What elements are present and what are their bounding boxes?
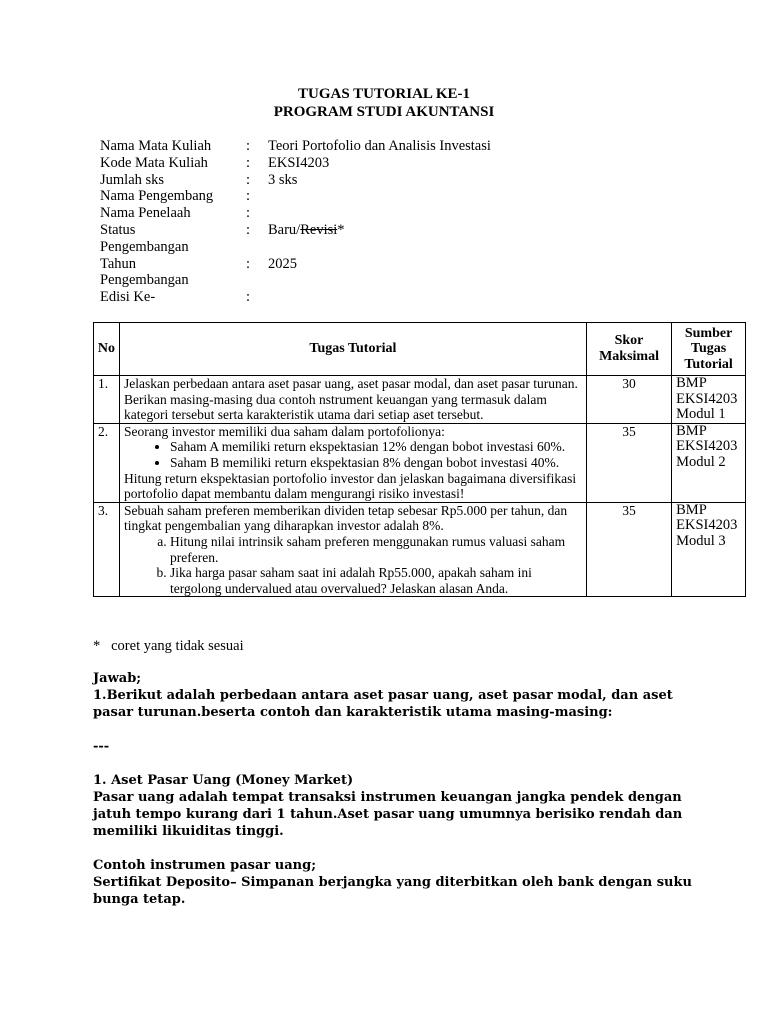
task-number: 2. bbox=[94, 423, 120, 502]
meta-colon: : bbox=[246, 188, 251, 205]
status-asterisk: * bbox=[337, 221, 345, 238]
meta-row-status bbox=[100, 222, 491, 256]
task-source bbox=[672, 502, 746, 597]
header-source: Sumber Tugas Tutorial bbox=[672, 323, 746, 376]
meta-row-course-code bbox=[100, 155, 491, 172]
examples-heading: Contoh instrumen pasar uang; bbox=[93, 858, 316, 873]
source-line: Modul 1 bbox=[676, 406, 726, 423]
meta-row-reviewer bbox=[100, 205, 491, 222]
example-item: Sertifikat Deposito– Simpanan berjangka yang diterbitkan oleh bank dengan suku bunga tetap. bbox=[93, 875, 692, 907]
task-intro: Seorang investor memiliki dua saham dalam portofolionya: bbox=[123, 423, 445, 439]
separator: --- bbox=[93, 739, 110, 754]
task-text bbox=[119, 502, 586, 597]
meta-value: Teori Portofolio dan Analisis Investasi bbox=[268, 138, 491, 154]
meta-value: 3 sks bbox=[268, 171, 298, 188]
meta-label-line: Status bbox=[100, 221, 136, 238]
meta-colon: : bbox=[246, 205, 251, 222]
status-new: Baru/ bbox=[268, 221, 301, 238]
task-text bbox=[119, 423, 586, 502]
meta-label-line: Tahun bbox=[100, 255, 137, 272]
meta-colon: : bbox=[246, 154, 251, 171]
task-text: Jelaskan perbedaan antara aset pasar uang, aset pasar modal, dan aset pasar turunan. Berikan masing-masing dua contoh nstrument keuangan yang termasuk dalam kategori tersebut serta karakteristik utama dari setiap aset tersebut. bbox=[119, 376, 586, 424]
meta-value: EKSI4203 bbox=[268, 154, 330, 171]
list-item: a. Hitung nilai intrinsik saham preferen menggunakan rumus valuasi saham preferen. bbox=[170, 534, 582, 565]
meta-colon: : bbox=[246, 221, 251, 238]
meta-value bbox=[268, 222, 345, 256]
document-title: TUGAS TUTORIAL KE-1 bbox=[298, 86, 470, 102]
task-source bbox=[672, 376, 746, 424]
source-line: BMP bbox=[676, 375, 707, 391]
task-score: 30 bbox=[586, 376, 671, 424]
meta-row-edition bbox=[100, 289, 491, 306]
task-lettered-list bbox=[124, 534, 582, 596]
source-line: Modul 3 bbox=[676, 532, 726, 549]
footnote: * coret yang tidak sesuai bbox=[93, 638, 244, 654]
table-row bbox=[94, 502, 746, 597]
meta-colon: : bbox=[246, 138, 251, 154]
status-revision-struck: Revisi bbox=[300, 221, 338, 238]
meta-label-line: Pengembangan bbox=[100, 272, 189, 289]
table-header-row bbox=[94, 323, 746, 376]
section-title: 1. Aset Pasar Uang (Money Market) bbox=[93, 773, 354, 788]
list-item: • Saham B memiliki return ekspektasian 8% dengan bobot investasi 40%. bbox=[170, 455, 582, 471]
task-intro: Sebuah saham preferen memberikan dividen tetap sebesar Rp5.000 per tahun, dan tingkat pengembalian yang diharapkan investor adalah 8%. bbox=[123, 502, 568, 534]
source-line: BMP bbox=[676, 501, 707, 518]
meta-label-line: Pengembangan bbox=[100, 238, 189, 255]
meta-colon: : bbox=[246, 255, 251, 272]
meta-row-year bbox=[100, 256, 491, 290]
source-line: EKSI4203 bbox=[676, 517, 738, 534]
task-bullet-list bbox=[124, 439, 582, 470]
meta-label: Nama Mata Kuliah bbox=[100, 138, 212, 154]
document-subtitle: PROGRAM STUDI AKUNTANSI bbox=[273, 104, 495, 120]
meta-label bbox=[100, 222, 246, 256]
section-text: Pasar uang adalah tempat transaksi instrumen keuangan jangka pendek dengan jatuh tempo kurang dari 1 tahun.Aset pasar uang umumnya berisiko rendah dan memiliki likuiditas tinggi. bbox=[93, 790, 683, 839]
answer-section bbox=[93, 670, 693, 908]
header-task: Tugas Tutorial bbox=[119, 323, 586, 376]
meta-label: Jumlah sks bbox=[100, 171, 165, 188]
meta-value: 2025 bbox=[268, 255, 297, 272]
task-number: 3. bbox=[94, 502, 120, 597]
meta-row-developer bbox=[100, 188, 491, 205]
source-line: EKSI4203 bbox=[676, 390, 738, 407]
task-score: 35 bbox=[586, 502, 671, 597]
meta-colon: : bbox=[246, 289, 251, 306]
source-line: Modul 2 bbox=[676, 453, 726, 470]
task-score: 35 bbox=[586, 423, 671, 502]
task-number: 1. bbox=[94, 376, 120, 424]
list-item: • Saham A memiliki return ekspektasian 12% dengan bobot investasi 60%. bbox=[170, 439, 582, 455]
header-score: Skor Maksimal bbox=[586, 323, 671, 376]
source-line: BMP bbox=[676, 422, 707, 439]
task-source bbox=[672, 423, 746, 502]
meta-row-credits bbox=[100, 172, 491, 189]
meta-label: Kode Mata Kuliah bbox=[100, 154, 208, 171]
meta-label: Nama Pengembang bbox=[100, 188, 214, 205]
meta-row-course-name bbox=[100, 138, 491, 155]
source-line: EKSI4203 bbox=[676, 438, 738, 455]
list-item: b. Jika harga pasar saham saat ini adalah Rp55.000, apakah saham ini tergolong undervalued atau overvalued? Jelaskan alasan Anda. bbox=[170, 565, 582, 596]
meta-label: Edisi Ke- bbox=[100, 289, 156, 306]
answer-intro: 1.Berikut adalah perbedaan antara aset pasar uang, aset pasar modal, dan aset pasar turunan.beserta contoh dan karakteristik utama masing-masing: bbox=[93, 688, 673, 720]
meta-label: Nama Penelaah bbox=[100, 205, 191, 222]
answer-heading: Jawab; bbox=[93, 671, 142, 686]
table-row bbox=[94, 423, 746, 502]
tutorial-tasks-table bbox=[93, 322, 746, 597]
header-no: No bbox=[94, 323, 120, 376]
meta-colon: : bbox=[246, 171, 251, 188]
meta-label bbox=[100, 256, 246, 290]
task-outro: Hitung return ekspektasian portofolio investor dan jelaskan bagaimana diversifikasi portofolio dapat membantu dalam mengurangi risiko investasi! bbox=[123, 470, 577, 502]
table-row bbox=[94, 376, 746, 424]
course-metadata bbox=[100, 138, 491, 306]
